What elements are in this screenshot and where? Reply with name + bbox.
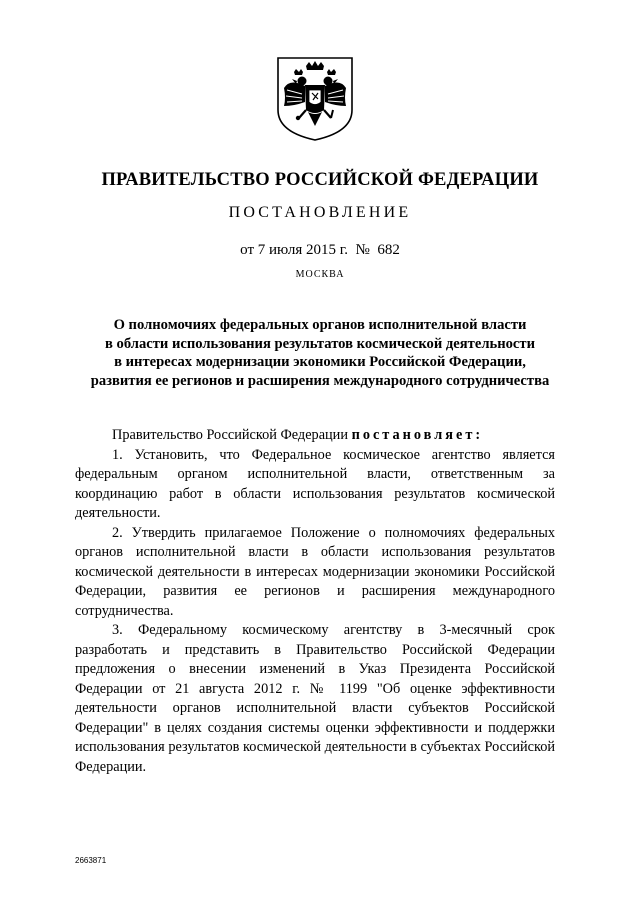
heading-line: в области использования результатов космической деятельности: [105, 335, 535, 352]
paragraph-1: 1. Установить, что Федеральное космическое агентство является федеральным органом исполнительной власти, ответственным за координацию работ в области использования результатов космической деятельности.: [75, 446, 555, 521]
intro-text: Правительство Российской Федерации: [112, 427, 352, 443]
city-name: МОСКВА: [295, 269, 345, 280]
coat-of-arms-icon: [272, 52, 358, 144]
date-prefix: от: [240, 242, 255, 258]
paragraph-3: 3. Федеральному космическому агентству в 3-месячный срок разработать и представить в Правительство Российской Федерации предложения о внесении изменений в Указ Президента Российской Федерации от 21 августа 2012 г. № 1199 "Об оценке эффективности деятельности органов исполнительной власти субъектов Российской Федерации" в целях создания системы оценки эффективности и поддержки использования результатов космической деятельности в субъектах Российской Федерации.: [75, 622, 555, 775]
document-heading: [60, 316, 580, 390]
decree-keyword: постановляет:: [351, 427, 484, 443]
intro-paragraph: [75, 426, 555, 446]
heading-line: в интересах модернизации экономики Российской Федерации,: [114, 354, 526, 371]
number-sign: №: [355, 242, 370, 258]
document-date-line: [0, 242, 640, 259]
document-date: 7 июля 2015 г.: [257, 242, 348, 258]
paragraph-2: 2. Утвердить прилагаемое Положение о полномочиях федеральных органов исполнительной власти в области использования результатов космической деятельности в интересах модернизации экономики Российской Федерации, развития ее регионов и расширения международного сотрудничества.: [75, 524, 555, 619]
document-body: [75, 426, 555, 777]
heading-line: О полномочиях федеральных органов исполнительной власти: [113, 317, 527, 333]
document-type: ПОСТАНОВЛЕНИЕ: [228, 204, 412, 221]
document-number: 682: [377, 242, 400, 258]
heading-line: развития ее регионов и расширения международного сотрудничества: [90, 372, 550, 389]
document-code: 2663871: [75, 856, 107, 865]
government-title: ПРАВИТЕЛЬСТВО РОССИЙСКОЙ ФЕДЕРАЦИИ: [101, 170, 539, 190]
